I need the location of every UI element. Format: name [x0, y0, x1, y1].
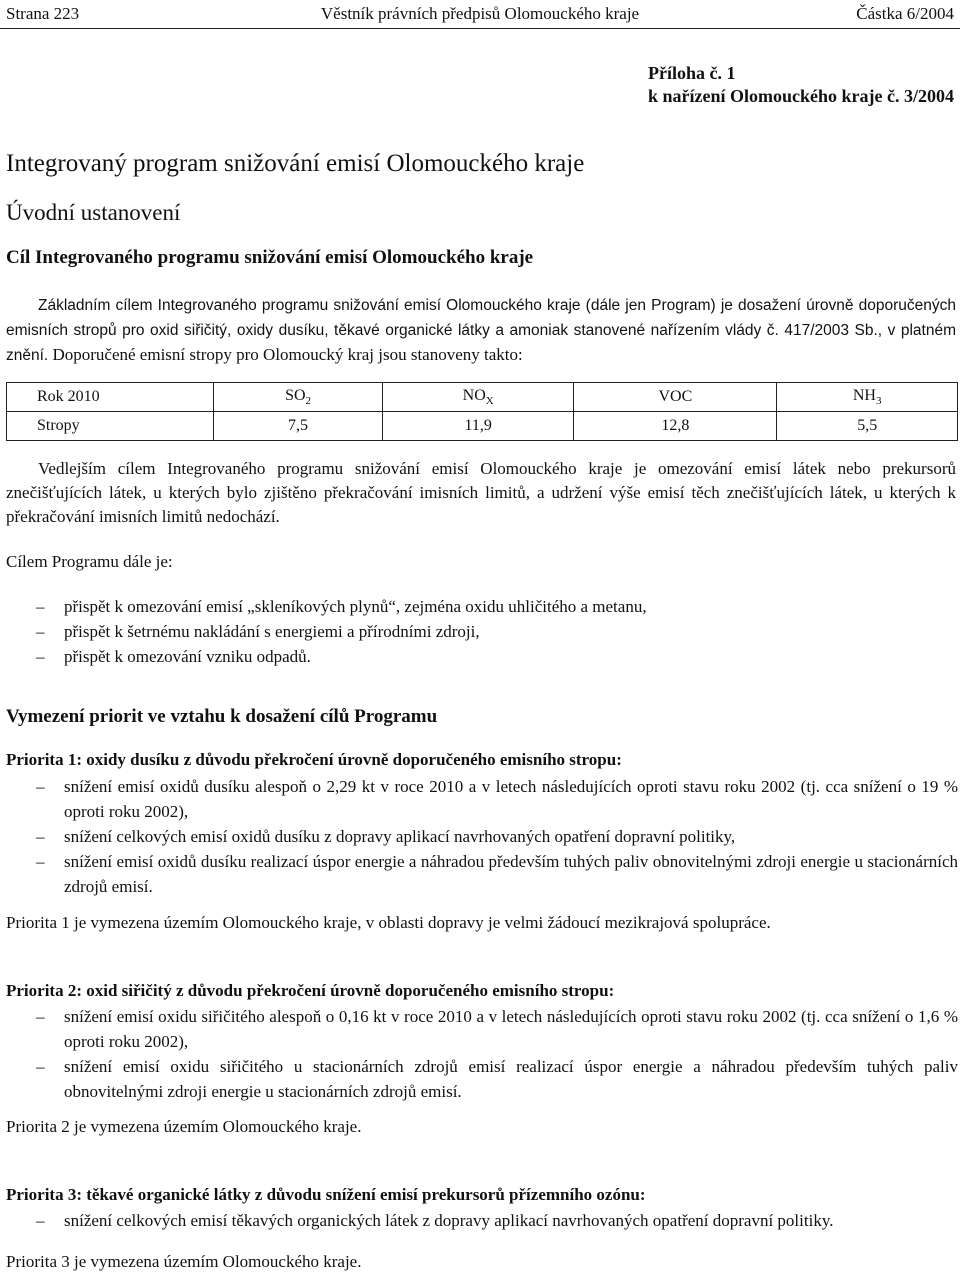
list-item	[6, 774, 958, 824]
list-item-text: snížení emisí oxidu siřičitého alespoň o 0,16 kt v roce 2010 a v letech následujících oproti stavu roku 2002 (tj. cca snížení o 1,6 % oproti roku 2002),	[64, 1007, 958, 1051]
table-header-row	[7, 383, 958, 412]
intro-text-sans: Základním cílem Integrovaného programu snižování emisí Olomouckého kraje (dále jen Program) je dosažení úrovně doporučených emisních stropů pro oxid siřičitý, oxidy dusíku, těkavé organické látky a amoniak stanovené nařízením vlády č. 417/2003 Sb., v platném znění.	[6, 297, 956, 364]
emission-limits-table	[6, 382, 958, 441]
goals-intro: Cílem Programu dále je:	[6, 552, 173, 571]
intro-paragraph	[6, 293, 956, 368]
list-item-text: snížení celkových emisí těkavých organických látek z dopravy aplikací navrhovaných opatření dopravní politiky.	[64, 1211, 834, 1230]
dash-bullet: –	[36, 777, 45, 796]
so2-subscript: 2	[305, 395, 312, 408]
dash-bullet: –	[36, 1211, 45, 1230]
header-divider	[0, 28, 960, 29]
intro-text-serif: Doporučené emisní stropy pro Olomoucký kraj jsou stanoveny takto:	[48, 345, 523, 364]
list-item	[6, 594, 958, 619]
priority-1-list	[6, 774, 958, 899]
list-item	[6, 619, 958, 644]
dash-bullet: –	[36, 1057, 45, 1076]
list-item-text: snížení emisí oxidu siřičitého u stacionárních zdrojů emisí realizací úspor energie a náhradou především tuhých paliv obnovitelnými zdroji energie u stacionárních zdrojů emisí.	[64, 1057, 958, 1101]
nh3-subscript: 3	[875, 395, 882, 408]
list-item-text: snížení emisí oxidů dusíku realizací úspor energie a náhradou především tuhých paliv obnovitelnými zdroji energie u stacionárních zdrojů emisí.	[64, 852, 958, 896]
priority-2-list	[6, 1004, 958, 1104]
annex-line-1: Příloha č. 1	[648, 63, 736, 83]
list-item	[6, 1208, 958, 1233]
priority-3-title: Priorita 3: těkavé organické látky z důvodu snížení emisí prekursorů přízemního ozónu:	[6, 1185, 646, 1204]
dash-bullet: –	[36, 622, 45, 641]
table-cell-so2-header	[214, 383, 383, 412]
table-cell-nh3-value: 5,5	[777, 412, 958, 441]
list-item	[6, 849, 958, 899]
table-cell-voc-value: 12,8	[574, 412, 777, 441]
priority-1-title: Priorita 1: oxidy dusíku z důvodu překročení úrovně doporučeného emisního stropu:	[6, 750, 622, 769]
list-item	[6, 1054, 958, 1104]
priorities-heading: Vymezení priorit ve vztahu k dosažení cílů Programu	[6, 706, 438, 727]
nh3-label: NH	[852, 386, 876, 404]
table-row	[7, 412, 958, 441]
section-heading-intro: Úvodní ustanovení	[6, 200, 181, 225]
dash-bullet: –	[36, 1007, 45, 1026]
table-cell-nox-value: 11,9	[383, 412, 574, 441]
dash-bullet: –	[36, 827, 45, 846]
list-item-text: snížení celkových emisí oxidů dusíku z dopravy aplikací navrhovaných opatření dopravní politiky,	[64, 827, 736, 846]
table-cell-limits-label: Stropy	[7, 412, 214, 441]
goals-list	[6, 594, 958, 669]
list-item-text: přispět k omezování emisí „skleníkových plynů“, zejména oxidu uhličitého a metanu,	[64, 597, 647, 616]
priority-1-note: Priorita 1 je vymezena územím Olomouckého kraje, v oblasti dopravy je velmi žádoucí mezikrajová spolupráce.	[6, 913, 771, 932]
header-page-number: Strana 223	[6, 4, 80, 23]
dash-bullet: –	[36, 597, 45, 616]
table-cell-year: Rok 2010	[7, 383, 214, 412]
dash-bullet: –	[36, 647, 45, 666]
priority-3-list	[6, 1208, 958, 1233]
list-item	[6, 644, 958, 669]
priority-2-title: Priorita 2: oxid siřičitý z důvodu překročení úrovně doporučeného emisního stropu:	[6, 981, 615, 1000]
header-publication-title: Věstník právních předpisů Olomouckého kraje	[320, 4, 640, 23]
table-cell-nox-header	[383, 383, 574, 412]
so2-label: SO	[285, 386, 306, 404]
table-cell-so2-value: 7,5	[214, 412, 383, 441]
table-cell-voc-header: VOC	[574, 383, 777, 412]
list-item	[6, 1004, 958, 1054]
nox-label: NO	[462, 386, 486, 404]
dash-bullet: –	[36, 852, 45, 871]
document-title: Integrovaný program snižování emisí Olomouckého kraje	[6, 150, 585, 177]
priority-2-note: Priorita 2 je vymezena územím Olomouckého kraje.	[6, 1117, 362, 1136]
list-item	[6, 824, 958, 849]
list-item-text: přispět k omezování vzniku odpadů.	[64, 647, 311, 666]
page-header	[0, 4, 960, 26]
secondary-goal-paragraph: Vedlejším cílem Integrovaného programu snižování emisí Olomouckého kraje je omezování emisí látek nebo prekursorů znečišťujících látek, u kterých bylo zjištěno překračování imisních limitů, a udržení výše emisí těch znečišťujících látek, u kterých k překračování imisních limitů nedochází.	[6, 459, 956, 526]
annex-label	[648, 62, 954, 108]
list-item-text: snížení emisí oxidů dusíku alespoň o 2,29 kt v roce 2010 a v letech následujících oproti stavu roku 2002 (tj. cca snížení o 19 % oproti roku 2002),	[64, 777, 958, 821]
goal-heading: Cíl Integrovaného programu snižování emisí Olomouckého kraje	[6, 247, 534, 268]
table-cell-nh3-header	[777, 383, 958, 412]
header-issue-number: Částka 6/2004	[856, 4, 954, 23]
annex-line-2: k nařízení Olomouckého kraje č. 3/2004	[648, 86, 954, 106]
nox-subscript: X	[485, 395, 494, 408]
list-item-text: přispět k šetrnému nakládání s energiemi a přírodními zdroji,	[64, 622, 480, 641]
priority-3-note: Priorita 3 je vymezena územím Olomouckého kraje.	[6, 1252, 362, 1271]
